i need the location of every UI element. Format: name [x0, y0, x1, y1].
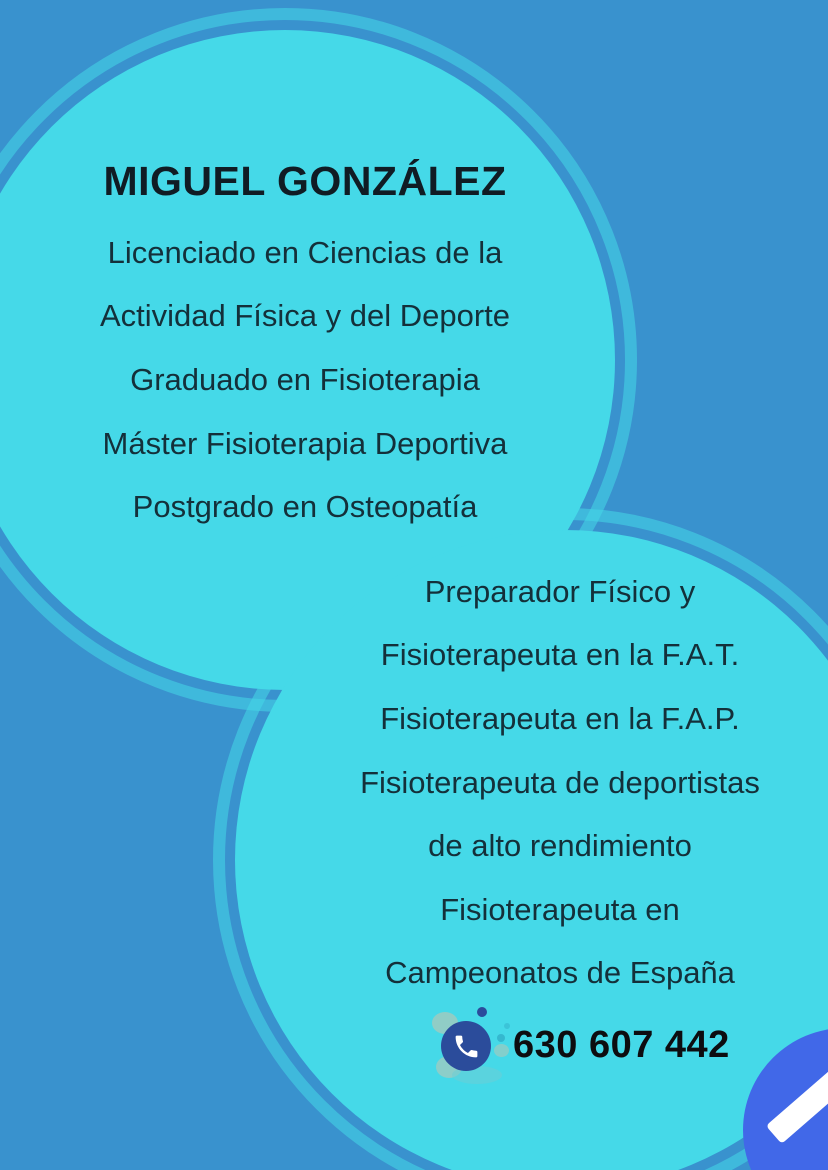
role-line: Fisioterapeuta en la F.A.T.: [380, 637, 740, 673]
qualification-line: Postgrado en Osteopatía: [132, 489, 478, 525]
splash-dot: [497, 1034, 505, 1042]
splash-dot: [504, 1023, 510, 1029]
role-line: Fisioterapeuta de deportistas: [360, 764, 760, 800]
splash-blob: [494, 1044, 509, 1057]
roles-block: [270, 560, 828, 1005]
role-line: Fisioterapeuta en: [440, 891, 680, 927]
qualification-line: Licenciado en Ciencias de la: [107, 234, 503, 270]
qualification-line: Máster Fisioterapia Deportiva: [102, 425, 508, 461]
qualifications-block: [15, 221, 595, 539]
qualification-line: Graduado en Fisioterapia: [130, 361, 480, 397]
person-name-title: MIGUEL GONZÁLEZ: [103, 158, 507, 204]
phone-number: 630 607 442: [513, 1024, 730, 1066]
phone-handset-icon: [452, 1032, 481, 1061]
role-line: Fisioterapeuta en la F.A.P.: [380, 700, 740, 736]
phone-badge-dot: [477, 1007, 487, 1017]
role-line: Campeonatos de España: [385, 955, 735, 991]
pencil-edit-icon: [766, 1068, 828, 1144]
phone-badge: [441, 1021, 491, 1071]
role-line: Preparador Físico y: [424, 573, 696, 609]
qualification-line: Actividad Física y del Deporte: [99, 298, 511, 334]
role-line: de alto rendimiento: [428, 828, 692, 864]
